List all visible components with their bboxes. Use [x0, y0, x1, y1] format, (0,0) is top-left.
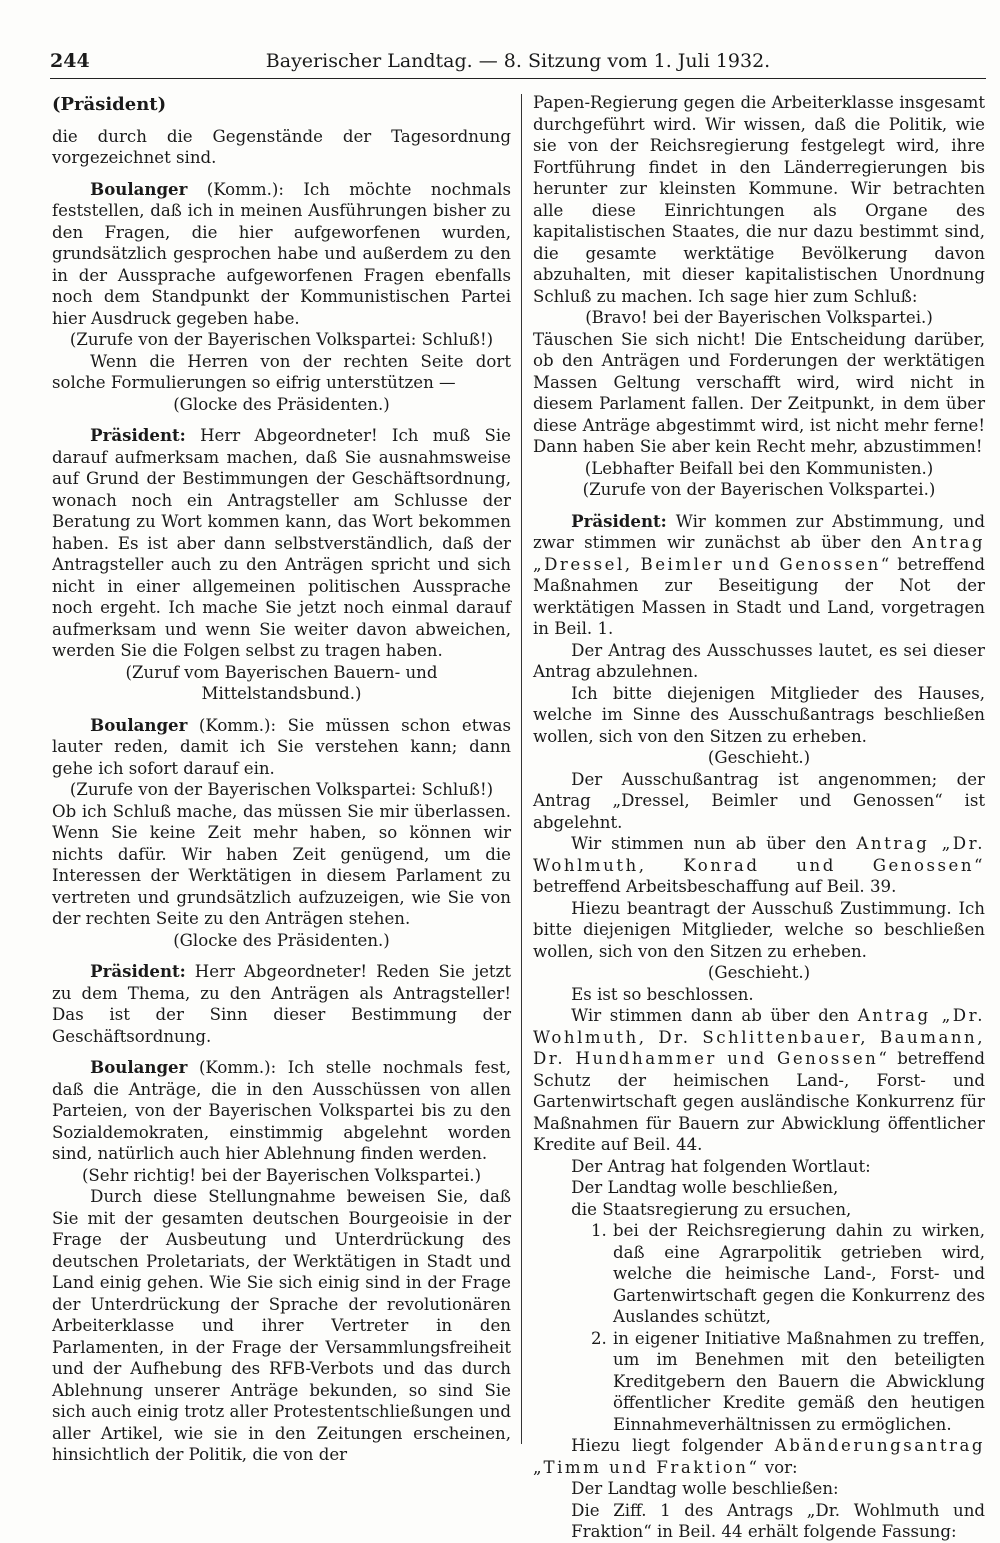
list-text: in eigener Initiative Maßnahmen zu treffen, um im Benehmen mit den beteiligten Kreditgebern den Bauern die Abwicklung öffentlicher Kredite gemäß den heutigen Einnahmeverhältnissen zu ermöglichen. [613, 1328, 985, 1434]
paragraph: Der Antrag hat folgenden Wortlaut: [571, 1156, 871, 1176]
paragraph: die durch die Gegenstände der Tagesordnung vorgezeichnet sind. [52, 126, 511, 167]
paragraph [533, 833, 985, 898]
speech-text: betreffend Arbeitsbeschaffung auf Beil. 39. [533, 877, 897, 896]
speaker-name: Boulanger [90, 714, 188, 735]
speaker-party: (Komm.): [187, 1058, 288, 1077]
speech-text: betreffend Maßnahmen zur Beseitigung der Not der werktätigen Massen in Stadt und Land, vorgetragen in Beil. 1. [533, 554, 985, 638]
interjection: (Glocke des Präsidenten.) [173, 394, 390, 414]
paragraph: Papen-Regierung gegen die Arbeiterklasse insgesamt durchgeführt wird. Wir wissen, daß die Politik, wie sie von der Reichsregierung festgelegt wird, ihre Fortführung findet in den Länderregierungen bis herunter zur kleinsten Kommune. Wir betrachten alle diese Einrichtungen als Organe des kapitalistischen Staates, die nur dazu bestimmt sind, die gesamte werktätige Bevölkerung davon abzuhalten, mit dieser kapitalistischen Unordnung Schluß zu machen. Ich sage hier zum Schluß: [533, 93, 985, 306]
speech-text: Hiezu liegt folgender [571, 1436, 775, 1455]
interjection: (Zurufe von der Bayerischen Volkspartei.) [582, 480, 936, 499]
section-heading: (Präsident) [52, 94, 167, 115]
speech-text: Ich möchte nochmals feststellen, daß ich in meinen Ausführungen bisher zu den Fragen, die hier aufgeworfenen wurden, grundsätzlich gesprochen habe und außerdem zu den in der Aussprache aufgeworfenen Fragen ebenfalls noch dem Standpunkt der Kommunistischen Partei hier Ausdruck gegeben habe. [52, 179, 511, 328]
motion-quote: Der Landtag wolle beschließen, [571, 1178, 839, 1197]
paragraph: Ich bitte diejenigen Mitglieder des Hauses, welche im Sinne des Ausschußantrags beschließen wollen, sich von den Sitzen zu erheben. [533, 683, 985, 746]
interjection: (Geschieht.) [707, 748, 811, 767]
list-number: 2. [591, 1328, 607, 1348]
right-column [533, 92, 985, 1543]
interjection: (Glocke des Präsidenten.) [173, 930, 390, 950]
interjection: (Geschieht.) [707, 963, 811, 982]
paragraph: Ob ich Schluß mache, das müssen Sie mir überlassen. Wenn Sie keine Zeit mehr haben, so können wir nichts dafür. Wir haben Zeit genügend, um die Interessen der Werktätigen in diesem Parlament zu vertreten und grundsätzlich aufzuzeigen, wie Sie von der rechten Seite zu den Anträgen stehen. [52, 801, 511, 928]
motion-title: Antrag „Dr. Wohlmuth, Dr. Schlittenbauer, Baumann, Dr. Hundhammer und Genossen“ [533, 1006, 985, 1068]
speaker-name: Präsident: [571, 510, 667, 531]
speech-text: Herr Abgeordneter! Ich muß Sie darauf aufmerksam machen, daß Sie ausnahmsweise auf Grund der Bestimmungen der Geschäftsordnung, wonach noch ein Antragsteller am Schlusse der Beratung zu Wort kommen kann, das Wort bekommen haben. Es ist aber dann selbstverständlich, daß der Antragsteller auch zu den Anträgen spricht und sich nicht in einer allgemeinen politischen Aussprache noch ergeht. Ich mache Sie jetzt noch einmal darauf aufmerksam und wenn Sie weiter davon abweichen, werden Sie die Folgen selbst zu tragen haben. [52, 426, 511, 660]
speaker-party: (Komm.): [187, 715, 288, 735]
paragraph: Hiezu beantragt der Ausschuß Zustimmung. Ich bitte diejenigen Mitglieder, welche so beschließen wollen, sich von den Sitzen zu erheben. [533, 898, 985, 961]
interjection: (Zurufe von der Bayerischen Volkspartei: Schluß!) [69, 780, 494, 799]
running-title: Bayerischer Landtag. — 8. Sitzung vom 1. Juli 1932. [265, 50, 771, 72]
motion-title: Antrag „Dr. Wohlmuth, Konrad und Genossen“ [533, 834, 985, 875]
paragraph: Es ist so beschlossen. [571, 984, 754, 1004]
column-divider [521, 94, 522, 1444]
speech-paragraph [52, 425, 511, 662]
paragraph: Der Ausschußantrag ist angenommen; der Antrag „Dressel, Beimler und Genossen“ ist abgelehnt. [533, 769, 985, 832]
motion-quote: die Staatsregierung zu ersuchen, [571, 1199, 852, 1219]
speaker-name: Boulanger [90, 178, 188, 199]
speech-text: Herr Abgeordneter! Reden Sie jetzt zu dem Thema, zu den Anträgen als Antragsteller! Das ist der Sinn dieser Bestimmung der Geschäftsordnung. [52, 962, 511, 1046]
paragraph [533, 1005, 985, 1156]
paragraph: Täuschen Sie sich nicht! Die Entscheidung darüber, ob den Anträgen und Forderungen der werktätigen Massen Geltung verschafft wird, wird nicht in diesem Parlament fallen. Der Zeitpunkt, in dem über diese Anträge abgestimmt wird, ist nicht mehr ferne! Dann haben Sie aber kein Recht mehr, abzustimmen! [533, 329, 985, 456]
interjection: (Zuruf vom Bayerischen Bauern- und Mittelstandsbund.) [125, 662, 438, 703]
speaker-party: (Komm.): [187, 179, 304, 199]
page-number: 244 [50, 50, 90, 72]
speech-paragraph [52, 715, 511, 780]
paragraph [533, 1435, 985, 1478]
list-item [533, 1220, 985, 1328]
speech-text: Wir stimmen nun ab über den [571, 834, 857, 853]
header-rule [50, 78, 986, 79]
speaker-name: Boulanger [90, 1057, 188, 1077]
paragraph: Wenn die Herren von der rechten Seite dort solche Formulierungen so eifrig unterstützen — [52, 351, 511, 392]
speech-text: Wir kommen zur Abstimmung, und zwar stimmen wir zunächst ab über den [533, 511, 985, 552]
speaker-name: Präsident: [90, 961, 186, 981]
motion-title: Antrag „Dressel, Beimler und Genossen“ [533, 533, 985, 574]
list-number: 1. [591, 1221, 607, 1240]
speech-text: betreffend Schutz der heimischen Land-, Forst- und Gartenwirtschaft gegen ausländische Konkurrenz für Maßnahmen für Bauern zur Abwicklung öffentlicher Kredite auf Beil. 44. [533, 1049, 985, 1154]
left-column [52, 92, 511, 1466]
interjection: (Sehr richtig! bei der Bayerischen Volkspartei.) [81, 1165, 482, 1185]
speech-paragraph [533, 511, 985, 640]
paragraph: Durch diese Stellungnahme beweisen Sie, daß Sie mit der gesamten deutschen Bourgeoisie in der Frage der Ausbeutung und Unterdrückung des deutschen Proletariats, der Werktätigen in Stadt und Land einig gehen. Wie Sie sich einig sind in der Frage der Unterdrückung der Sprache der revolutionären Arbeiterklasse und ihrer Vertreter in den Parlamenten, in der Frage der Versammlungsfreiheit und der Aufhebung des RFB-Verbots und das durch Ablehnung unserer Anträge bekunden, so sind Sie sich auch einig trotz aller Protestentschließungen und aller Artikel, wie sie in den Zeitungen erscheinen, hinsichtlich der Politik, die von der [52, 1187, 511, 1464]
speech-paragraph [52, 961, 511, 1047]
page-header [50, 46, 986, 76]
speech-text: Wir stimmen dann ab über den [571, 1006, 858, 1025]
speaker-name: Präsident: [90, 425, 186, 445]
list-item [533, 1328, 985, 1436]
motion-title: Abänderungsantrag „Timm und Fraktion“ [533, 1436, 985, 1477]
paragraph: Der Antrag des Ausschusses lautet, es sei dieser Antrag abzulehnen. [533, 640, 985, 681]
interjection: (Zurufe von der Bayerischen Volkspartei: Schluß!) [69, 330, 494, 349]
motion-quote: Der Landtag wolle beschließen: [571, 1479, 839, 1498]
speech-paragraph [52, 179, 511, 330]
motion-quote: Die Ziff. 1 des Antrags „Dr. Wohlmuth und Fraktion“ in Beil. 44 erhält folgende Fassung: [571, 1500, 985, 1541]
speech-paragraph [52, 1057, 511, 1165]
interjection: (Lebhafter Beifall bei den Kommunisten.) [584, 458, 934, 478]
speech-text: Ich stelle nochmals fest, daß die Anträge, die in den Ausschüssen von allen Parteien, von der Bayerischen Volkspartei bis zu den Sozialdemokraten, einstimmig abgelehnt worden sind, natürlich auch hier Ablehnung finden werden. [52, 1058, 511, 1163]
list-text: bei der Reichsregierung dahin zu wirken, daß eine Agrarpolitik getrieben wird, welche die heimische Land-, Forst- und Gartenwirtschaft gegen die Konkurrenz des Auslandes schützt, [613, 1221, 985, 1326]
speech-text: Sie müssen schon etwas lauter reden, damit ich Sie verstehen kann; dann gehe ich sofort darauf ein. [52, 715, 511, 778]
interjection: (Bravo! bei der Bayerischen Volkspartei.) [585, 308, 933, 327]
speech-text: vor: [759, 1457, 798, 1477]
